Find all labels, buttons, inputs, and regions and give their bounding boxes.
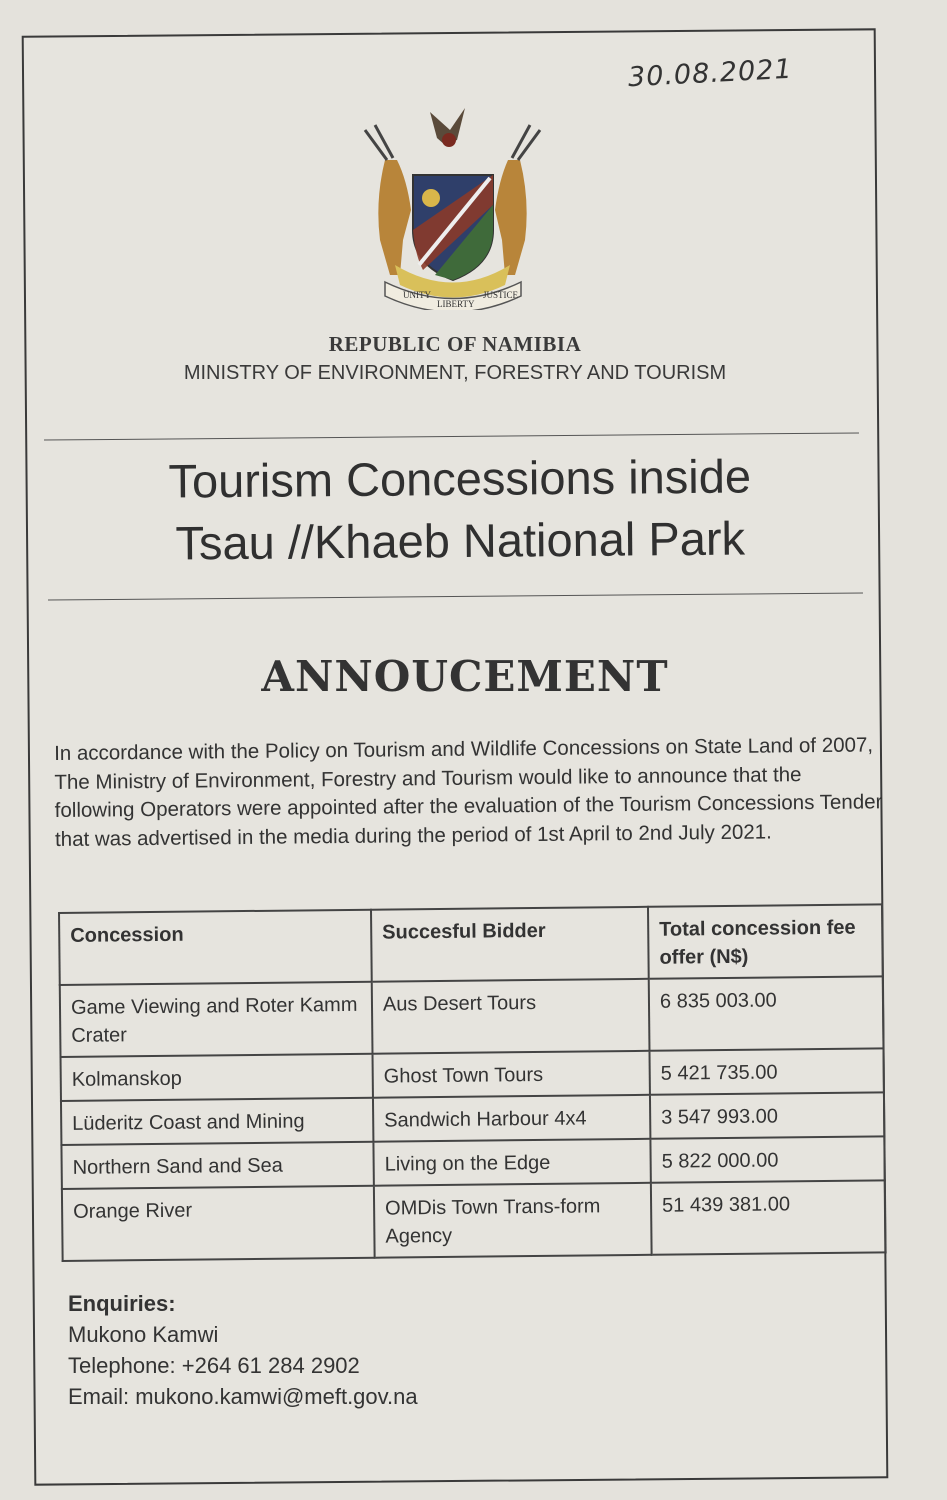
enquiries-heading: Enquiries: [68,1291,176,1316]
cell-concession: Lüderitz Coast and Mining [61,1098,373,1145]
svg-text:LIBERTY: LIBERTY [437,299,475,309]
header-bidder: Succesful Bidder [371,907,649,982]
contact-email: Email: mukono.kamwi@meft.gov.na [68,1384,418,1409]
cell-concession: Kolmanskop [61,1054,373,1101]
table-header-row [59,904,883,985]
namibia-coat-of-arms-icon [345,100,560,310]
cell-bidder: Ghost Town Tours [373,1051,650,1098]
cell-fee: 6 835 003.00 [649,976,884,1050]
page-title [39,444,880,575]
announcement-heading: ANNOUCEMENT [261,652,669,701]
title-line-1: Tourism Concessions inside [168,449,752,508]
cell-fee: 5 421 735.00 [649,1048,883,1094]
concessions-table [58,903,887,1262]
cell-bidder: Aus Desert Tours [372,979,650,1054]
cell-bidder: Living on the Edge [373,1139,650,1186]
svg-text:UNITY: UNITY [403,290,431,300]
cell-concession: Northern Sand and Sea [61,1142,373,1189]
republic-heading: REPUBLIC OF NAMIBIA [328,332,582,356]
contact-telephone: Telephone: +264 61 284 2902 [68,1353,360,1378]
contact-name: Mukono Kamwi [68,1322,219,1347]
title-line-2: Tsau //Khaeb National Park [175,511,746,570]
announcement-body: In accordance with the Policy on Tourism and Wildlife Concessions on State Land of 2007, The Ministry of Environment, Forestry and Tourism would like to announce that the following Operators were appointed after the evaluation of the Tourism Concessions Tender that was advertised in the media during the period of 1st April to 2nd July 2021. [54,733,883,851]
cell-concession: Orange River [62,1186,375,1261]
ministry-heading: MINISTRY OF ENVIRONMENT, FORESTRY AND TOURISM [183,362,727,384]
header-fee: Total concession fee offer (N$) [648,904,883,978]
cell-fee: 5 822 000.00 [650,1136,884,1182]
cell-fee: 51 439 381.00 [651,1180,886,1254]
cell-bidder: OMDis Town Trans-form Agency [374,1183,652,1258]
table-row [60,976,884,1057]
cell-bidder: Sandwich Harbour 4x4 [373,1095,650,1142]
cell-fee: 3 547 993.00 [650,1092,884,1138]
handwritten-date: 30.08.2021 [627,53,794,94]
table-row [62,1180,886,1261]
enquiries-block [68,1288,418,1412]
cell-concession: Game Viewing and Roter Kamm Crater [60,982,373,1057]
header-concession: Concession [59,910,372,985]
svg-text:JUSTICE: JUSTICE [483,290,519,300]
